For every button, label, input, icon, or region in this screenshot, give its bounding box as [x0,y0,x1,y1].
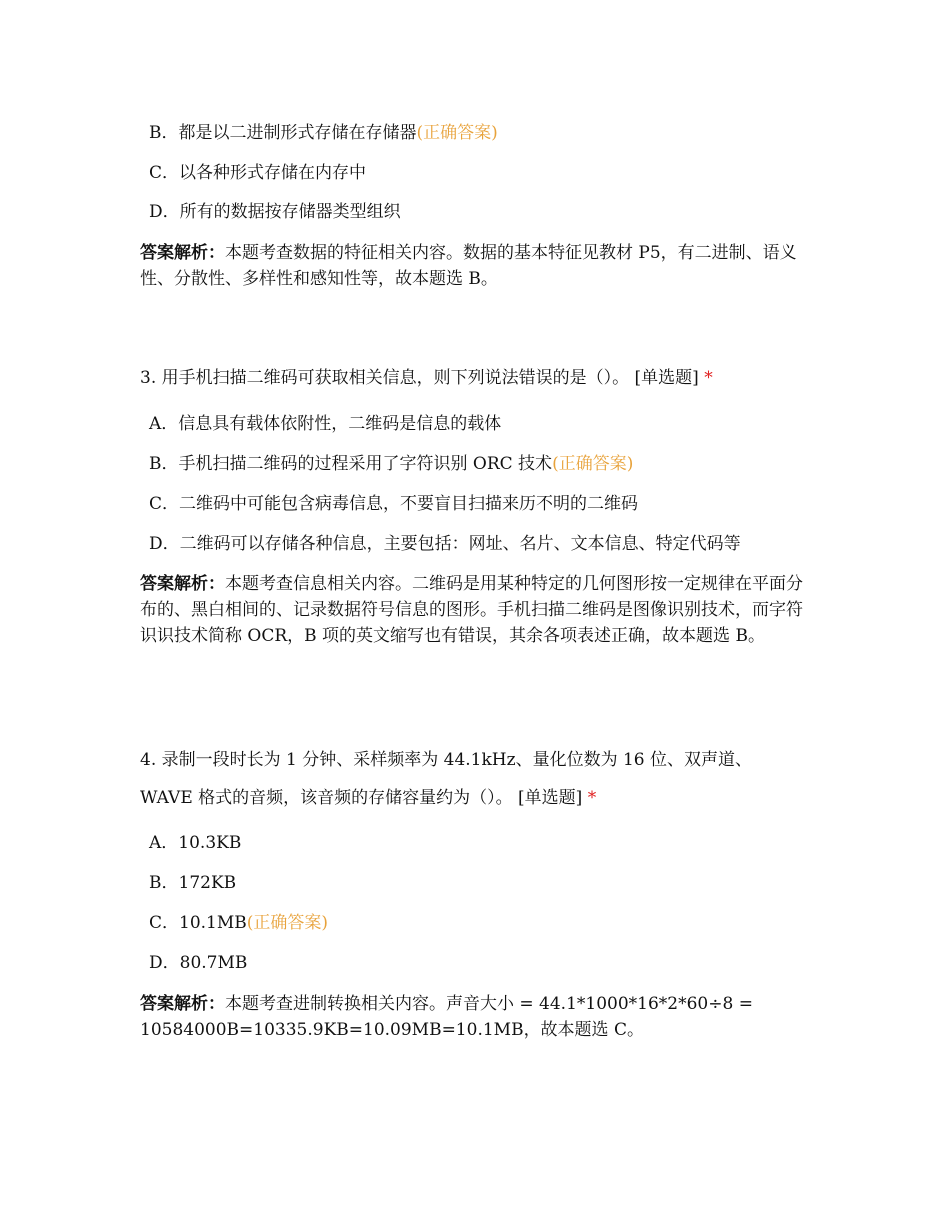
option-text: 手机扫描二维码的过程采用了字符识别 ORC 技术 [178,454,553,474]
option-text: 172KB [178,873,237,893]
option-text: 10.1MB [179,913,247,933]
explanation-label: 答案解析： [140,243,225,263]
q3-option-b [149,453,633,475]
option-letter: D． [149,202,180,222]
q4-option-c [149,912,328,934]
explanation-text: 本题考查信息相关内容。二维码是用某种特定的几何图形按一定规律在平面分布的、黑白相间的、记录数据符号信息的图形。手机扫描二维码是图像识别技术，而字符识识技术简称 OCR，B 项的英文缩写也有错误，其余各项表述正确，故本题选 B。 [140,574,803,646]
question-text: 3. 用手机扫描二维码可获取相关信息，则下列说法错误的是（）。 [单选题] [140,368,699,388]
question-text: 4. 录制一段时长为 1 分钟、采样频率为 44.1kHz、量化位数为 16 位、双声道、 [140,750,753,770]
q2-option-d [149,201,401,223]
option-letter: B． [149,454,179,474]
correct-answer-mark: (正确答案) [552,454,634,474]
q4-title-line2 [140,787,596,809]
correct-answer-mark: (正确答案) [246,913,329,933]
q3-option-c [149,493,638,515]
q3-option-d [149,533,741,555]
option-letter: B． [149,873,179,893]
explanation-label: 答案解析： [140,994,225,1014]
option-text: 以各种形式存储在内存中 [179,163,367,183]
option-letter: B． [149,123,179,143]
correct-answer-mark: (正确答案) [416,123,498,143]
q2-option-c [149,162,366,184]
q4-option-b [149,872,236,894]
option-text: 10.3KB [178,833,242,853]
q3-title [140,367,713,389]
option-text: 二维码中可能包含病毒信息，不要盲目扫描来历不明的二维码 [179,494,639,514]
q4-option-a [149,832,241,854]
question-text: WAVE 格式的音频，该音频的存储容量约为（）。 [单选题] [140,788,583,808]
explanation-label: 答案解析： [140,574,225,594]
option-text: 信息具有载体依附性，二维码是信息的载体 [178,414,502,434]
option-text: 都是以二进制形式存储在存储器 [178,123,417,143]
option-text: 80.7MB [179,953,248,973]
option-letter: A． [149,833,179,853]
option-letter: A． [149,414,179,434]
q2-option-b [149,122,498,144]
option-text: 二维码可以存储各种信息，主要包括：网址、名片、文本信息、特定代码等 [179,534,741,554]
q4-title-line1 [140,749,752,771]
required-mark: * [587,788,597,808]
explanation-text: 本题考查数据的特征相关内容。数据的基本特征见教材 P5，有二进制、语义性、分散性、多样性和感知性等，故本题选 B。 [140,243,797,289]
option-letter: C． [149,163,180,183]
option-letter: C． [149,913,180,933]
option-letter: D． [149,534,180,554]
q3-explanation [140,571,815,649]
option-letter: D． [149,953,180,973]
option-text: 所有的数据按存储器类型组织 [179,202,401,222]
option-letter: C． [149,494,180,514]
q3-option-a [149,413,501,435]
explanation-text: 本题考查进制转换相关内容。声音大小 = 44.1*1000*16*2*60÷8 = 10584000B=10335.9KB=10.09MB=10.1MB，故本题选 C。 [140,994,753,1040]
q4-option-d [149,952,247,974]
required-mark: * [704,368,713,388]
q4-explanation [140,991,815,1043]
q2-explanation [140,240,815,292]
